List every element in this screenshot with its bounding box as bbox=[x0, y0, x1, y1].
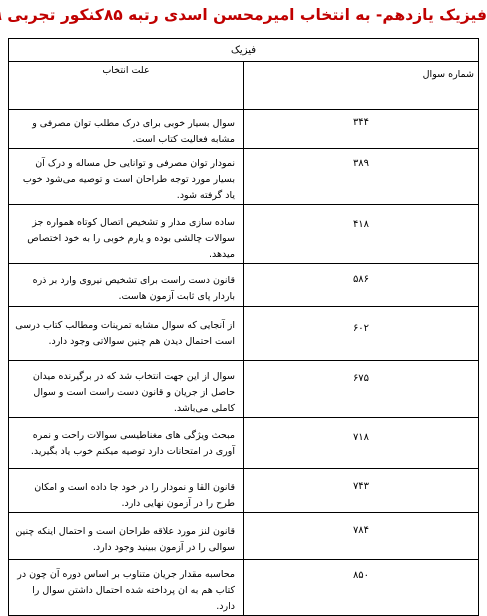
question-number: ۷۴۳ bbox=[244, 469, 479, 513]
table-row bbox=[9, 560, 479, 616]
subject-row bbox=[9, 39, 479, 62]
question-number: ۳۴۴ bbox=[244, 110, 479, 149]
column-header-row bbox=[9, 62, 479, 110]
selection-reason: سوال بسیار خوبی برای درک مطلب توان مصرفی و مشابه فعالیت کتاب است. bbox=[9, 110, 244, 149]
selection-reason: مبحث ویژگی های مغناطیسی سوالات راحت و نمره آوری در امتحانات دارد توصیه میکنم خوب یاد بگیرید. bbox=[9, 418, 244, 469]
table-row bbox=[9, 513, 479, 560]
table-row bbox=[9, 149, 479, 205]
selection-table bbox=[8, 38, 479, 616]
table-row bbox=[9, 418, 479, 469]
question-number: ۶۰۲ bbox=[244, 307, 479, 361]
column-header-reason: علت انتخاب bbox=[9, 62, 244, 110]
table-row bbox=[9, 307, 479, 361]
selection-reason: محاسبه مقدار جریان متناوب بر اساس دوره آن چون در کتاب هم به ان پرداخته شده احتمال داشتن سوال را دارد. bbox=[9, 560, 244, 616]
selection-reason: ساده سازی مدار و تشخیص اتصال کوتاه همواره جز سوالات چالشی بوده و یارم خوبی را به خود اختصاص میدهد. bbox=[9, 205, 244, 264]
table-row bbox=[9, 469, 479, 513]
question-number: ۷۸۴ bbox=[244, 513, 479, 560]
table-row bbox=[9, 110, 479, 149]
table-row bbox=[9, 361, 479, 418]
selection-reason: قانون دست راست برای تشخیص نیروی وارد بر ذره باردار پای ثابت آزمون هاست. bbox=[9, 264, 244, 307]
question-number: ۷۱۸ bbox=[244, 418, 479, 469]
question-number: ۳۸۹ bbox=[244, 149, 479, 205]
table-row bbox=[9, 205, 479, 264]
selection-reason: قانون القا و نمودار را در خود جا داده است و امکان طرح را در آزمون نهایی دارد. bbox=[9, 469, 244, 513]
table-row bbox=[9, 264, 479, 307]
selection-reason: از آنجایی که سوال مشابه تمرینات ومطالب کتاب درسی است احتمال دیدن هم چنین سوالاتی وجود دارد. bbox=[9, 307, 244, 361]
selection-reason: سوال از این جهت انتخاب شد که در برگیرنده میدان حاصل از جریان و قانون دست راست است و سوال کاملی می‌باشد. bbox=[9, 361, 244, 418]
subject-header: فیزیک bbox=[9, 39, 479, 62]
column-header-number: شماره سوال bbox=[244, 62, 479, 110]
question-number: ۶۷۵ bbox=[244, 361, 479, 418]
selection-reason: نمودار توان مصرفی و توانایی حل مساله و درک آن بسیار مورد توجه طراحان است و توصیه می‌شود خوب یاد گرفته شود. bbox=[9, 149, 244, 205]
question-number: ۸۵۰ bbox=[244, 560, 479, 616]
question-number: ۵۸۶ bbox=[244, 264, 479, 307]
selection-reason: قانون لنز مورد علاقه طراحان است و احتمال اینکه چنین سوالی را در آزمون ببینید وجود دارد. bbox=[9, 513, 244, 560]
page-title: فیزیک یازدهم- به انتخاب امیرمحسن اسدی رتبه ۸۵کنکور تجربی bbox=[7, 6, 487, 24]
question-number: ۴۱۸ bbox=[244, 205, 479, 264]
